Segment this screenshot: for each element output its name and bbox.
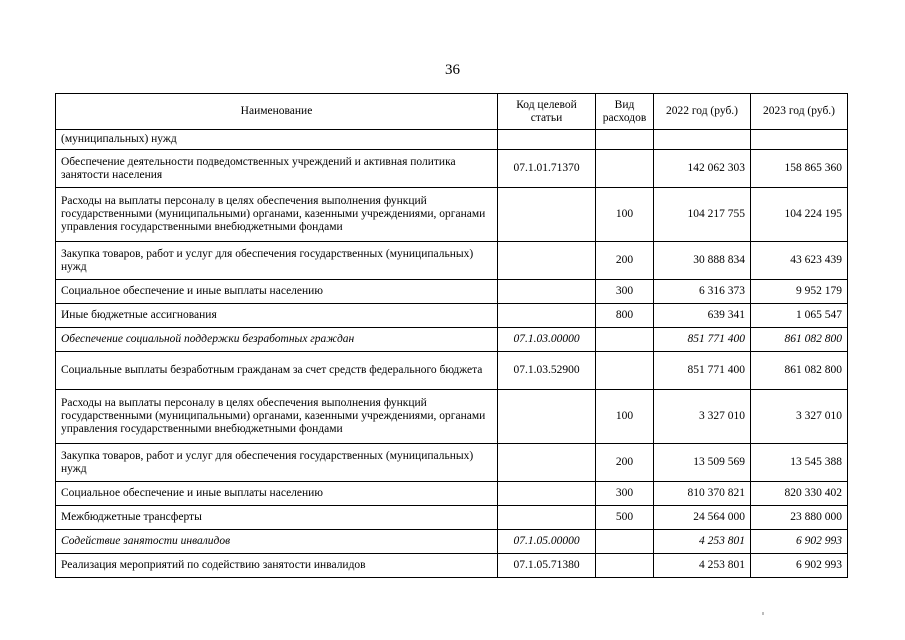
- row-2022: 142 062 303: [654, 150, 751, 188]
- row-2022: 104 217 755: [654, 188, 751, 242]
- row-2022: 6 316 373: [654, 280, 751, 304]
- row-2023: 9 952 179: [751, 280, 848, 304]
- row-2023: 3 327 010: [751, 390, 848, 444]
- row-2023: 13 545 388: [751, 444, 848, 482]
- table-row: [56, 130, 848, 150]
- row-2022: 13 509 569: [654, 444, 751, 482]
- row-2022: 851 771 400: [654, 328, 751, 352]
- row-type: [596, 130, 654, 150]
- table-row: [56, 150, 848, 188]
- table-row-section: [56, 530, 848, 554]
- row-code: [498, 390, 596, 444]
- row-2022: 851 771 400: [654, 352, 751, 390]
- row-type: [596, 328, 654, 352]
- row-code: [498, 130, 596, 150]
- row-2022: 30 888 834: [654, 242, 751, 280]
- table-row: [56, 444, 848, 482]
- row-code: 07.1.05.71380: [498, 554, 596, 578]
- table-row: [56, 242, 848, 280]
- row-type: 300: [596, 280, 654, 304]
- row-2023: 6 902 993: [751, 530, 848, 554]
- row-code: [498, 280, 596, 304]
- scan-mark: [762, 612, 764, 615]
- row-code: 07.1.03.00000: [498, 328, 596, 352]
- row-2023: 1 065 547: [751, 304, 848, 328]
- row-name: (муниципальных) нужд: [56, 130, 498, 150]
- header-type: Вид расходов: [596, 94, 654, 130]
- row-type: [596, 352, 654, 390]
- row-name: Межбюджетные трансферты: [56, 506, 498, 530]
- row-name: Социальное обеспечение и иные выплаты населению: [56, 482, 498, 506]
- row-2023: 23 880 000: [751, 506, 848, 530]
- header-name: Наименование: [56, 94, 498, 130]
- row-2022: 4 253 801: [654, 530, 751, 554]
- table-row: [56, 554, 848, 578]
- table-row-section: [56, 328, 848, 352]
- budget-table: [55, 93, 848, 578]
- row-type: 800: [596, 304, 654, 328]
- row-2022: [654, 130, 751, 150]
- row-2023: 6 902 993: [751, 554, 848, 578]
- row-type: [596, 530, 654, 554]
- row-name: Иные бюджетные ассигнования: [56, 304, 498, 328]
- row-code: [498, 242, 596, 280]
- row-name: Содействие занятости инвалидов: [56, 530, 498, 554]
- table-row: [56, 482, 848, 506]
- row-type: [596, 554, 654, 578]
- row-name: Расходы на выплаты персоналу в целях обеспечения выполнения функций государственными (муниципальными) органами, казенными учреждениями, органами управления государственными внебюджетными фондами: [56, 188, 498, 242]
- row-2023: 104 224 195: [751, 188, 848, 242]
- row-name: Социальные выплаты безработным гражданам за счет средств федерального бюджета: [56, 352, 498, 390]
- row-code: [498, 482, 596, 506]
- row-name: Реализация мероприятий по содействию занятости инвалидов: [56, 554, 498, 578]
- row-2022: 639 341: [654, 304, 751, 328]
- row-2023: 43 623 439: [751, 242, 848, 280]
- row-type: 200: [596, 242, 654, 280]
- row-type: 200: [596, 444, 654, 482]
- table-row: [56, 506, 848, 530]
- row-code: [498, 188, 596, 242]
- row-2023: 861 082 800: [751, 328, 848, 352]
- row-2022: 24 564 000: [654, 506, 751, 530]
- table-row: [56, 304, 848, 328]
- row-name: Обеспечение деятельности подведомственных учреждений и активная политика занятости населения: [56, 150, 498, 188]
- row-type: 300: [596, 482, 654, 506]
- table-row: [56, 390, 848, 444]
- table-header-row: [56, 94, 848, 130]
- row-code: 07.1.05.00000: [498, 530, 596, 554]
- row-name: Социальное обеспечение и иные выплаты населению: [56, 280, 498, 304]
- row-type: 100: [596, 390, 654, 444]
- row-2023: 158 865 360: [751, 150, 848, 188]
- header-2023: 2023 год (руб.): [751, 94, 848, 130]
- row-2022: 4 253 801: [654, 554, 751, 578]
- row-code: [498, 444, 596, 482]
- row-code: [498, 506, 596, 530]
- header-code: Код целевой статьи: [498, 94, 596, 130]
- row-2022: 810 370 821: [654, 482, 751, 506]
- row-2023: 861 082 800: [751, 352, 848, 390]
- row-type: 500: [596, 506, 654, 530]
- page-number: 36: [445, 62, 460, 78]
- row-name: Расходы на выплаты персоналу в целях обеспечения выполнения функций государственными (муниципальными) органами, казенными учреждениями, органами управления государственными внебюджетными фондами: [56, 390, 498, 444]
- row-name: Обеспечение социальной поддержки безработных граждан: [56, 328, 498, 352]
- table-row: [56, 352, 848, 390]
- row-code: [498, 304, 596, 328]
- row-type: [596, 150, 654, 188]
- row-2022: 3 327 010: [654, 390, 751, 444]
- row-name: Закупка товаров, работ и услуг для обеспечения государственных (муниципальных) нужд: [56, 444, 498, 482]
- row-2023: 820 330 402: [751, 482, 848, 506]
- table-row: [56, 280, 848, 304]
- table-row: [56, 188, 848, 242]
- row-2023: [751, 130, 848, 150]
- header-2022: 2022 год (руб.): [654, 94, 751, 130]
- row-type: 100: [596, 188, 654, 242]
- row-code: 07.1.01.71370: [498, 150, 596, 188]
- row-code: 07.1.03.52900: [498, 352, 596, 390]
- row-name: Закупка товаров, работ и услуг для обеспечения государственных (муниципальных) нужд: [56, 242, 498, 280]
